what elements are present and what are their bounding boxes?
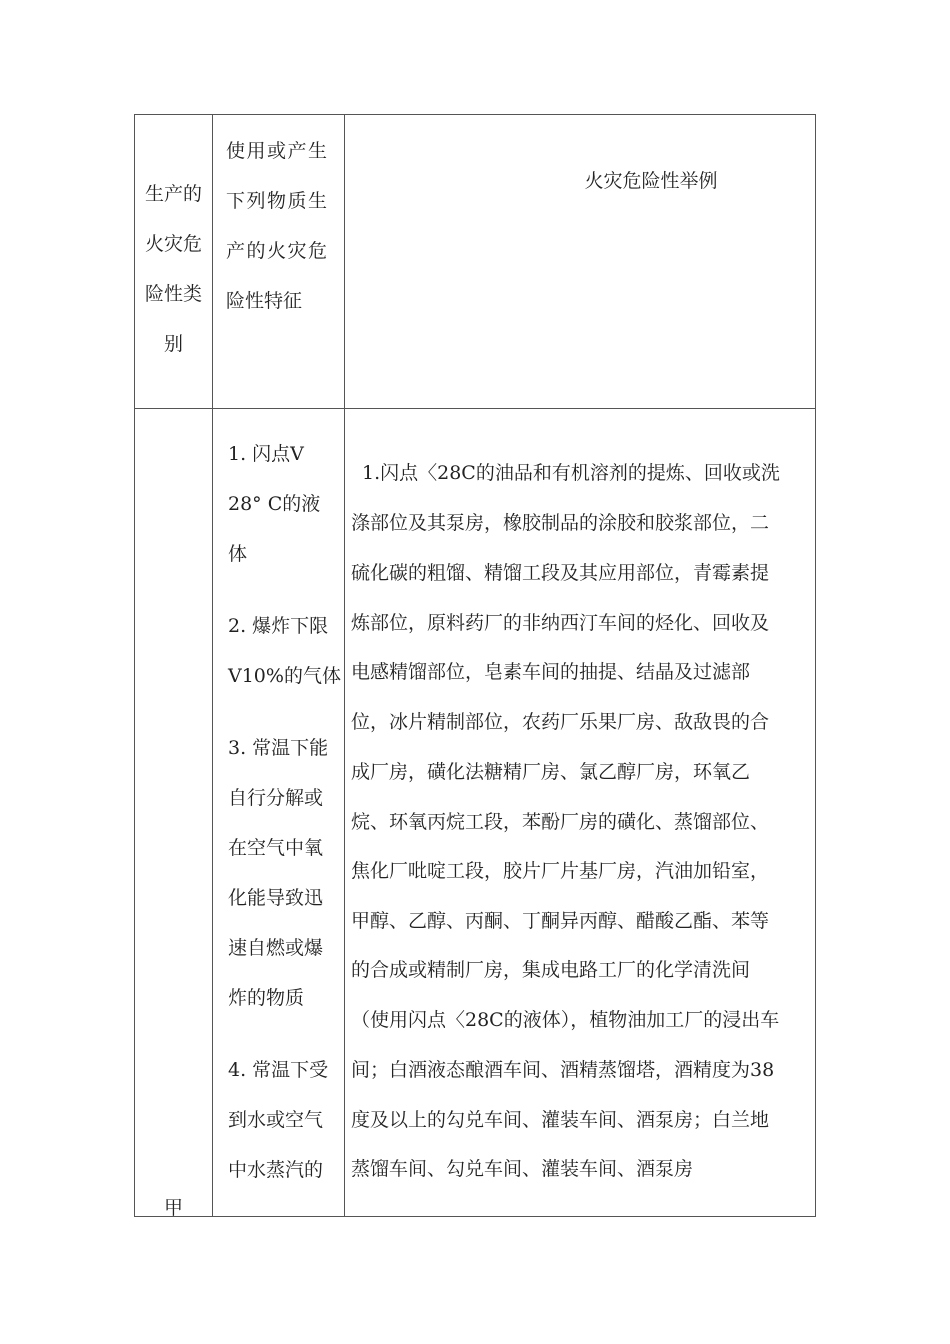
example-line: 位，冰片精制部位，农药厂乐果厂房、敌敌畏的合 [351,711,770,733]
table-border-top [134,114,816,115]
table-row-divider [134,408,816,409]
header-category-line: 火灾危 [144,233,202,255]
table-col-divider-2 [344,114,345,1217]
example-line: 烷、环氧丙烷工段，苯酚厂房的磺化、蒸馏部位、 [351,811,770,833]
example-line: 蒸馏车间、勾兑车间、灌装车间、酒泵房 [351,1158,694,1180]
characteristic-line: 4. 常温下受 [228,1059,329,1081]
characteristic-line: 速自燃或爆 [228,937,324,959]
characteristic-line: 3. 常温下能 [228,737,329,759]
header-examples: 火灾危险性举例 [584,170,718,192]
example-line: 焦化厂吡啶工段，胶片厂片基厂房，汽油加铅室， [351,860,770,882]
example-line: 1.闪点〈28C的油品和有机溶剂的提炼、回收或洗 [362,462,780,484]
header-category-line: 别 [163,333,183,355]
characteristic-line: V10%的气体 [228,665,341,687]
header-category-line: 生产的 [144,183,202,205]
example-line: 甲醇、乙醇、丙酮、丁酮异丙醇、醋酸乙酯、苯等 [351,910,770,932]
characteristic-line: 在空气中氧 [228,837,324,859]
characteristic-line: 炸的物质 [228,987,305,1009]
example-line: 间；白酒液态酿酒车间、酒精蒸馏塔，酒精度为38 [351,1059,775,1081]
example-line: 电感精馏部位，皂素车间的抽提、结晶及过滤部 [351,661,751,683]
header-characteristics-line: 使用或产生 [226,140,329,162]
header-characteristics-line: 下列物质生 [226,190,329,212]
example-line: 涤部位及其泵房，橡胶制品的涂胶和胶浆部位，二 [351,512,770,534]
characteristic-line: 2. 爆炸下限 [228,615,329,637]
example-line: 成厂房，磺化法糖精厂房、氯乙醇厂房，环氧乙 [351,761,751,783]
characteristic-line: 28° C的液 [228,493,321,515]
example-line: 炼部位，原料药厂的非纳西汀车间的烃化、回收及 [351,612,770,634]
characteristic-line: 化能导致迅 [228,887,324,909]
row-jia-category: 甲 [163,1197,183,1219]
table-col-divider-1 [212,114,213,1217]
example-line: 硫化碳的粗馏、精馏工段及其应用部位，青霉素提 [351,562,770,584]
characteristic-line: 1. 闪点V [228,443,304,465]
table-border-right [815,114,816,1217]
characteristic-line: 体 [228,543,248,565]
header-characteristics-line: 险性特征 [226,290,303,312]
characteristic-line: 自行分解或 [228,787,324,809]
example-line: （使用闪点〈28C的液体），植物油加工厂的浸出车 [351,1009,780,1031]
table-border-bottom [134,1216,816,1217]
example-line: 度及以上的勾兑车间、灌装车间、酒泵房；白兰地 [351,1109,770,1131]
header-category-line: 险性类 [144,283,202,305]
example-line: 的合成或精制厂房，集成电路工厂的化学清洗间 [351,959,751,981]
characteristic-line: 到水或空气 [228,1109,324,1131]
characteristic-line: 中水蒸汽的 [228,1159,324,1181]
header-characteristics-line: 产的火灾危 [226,240,329,262]
